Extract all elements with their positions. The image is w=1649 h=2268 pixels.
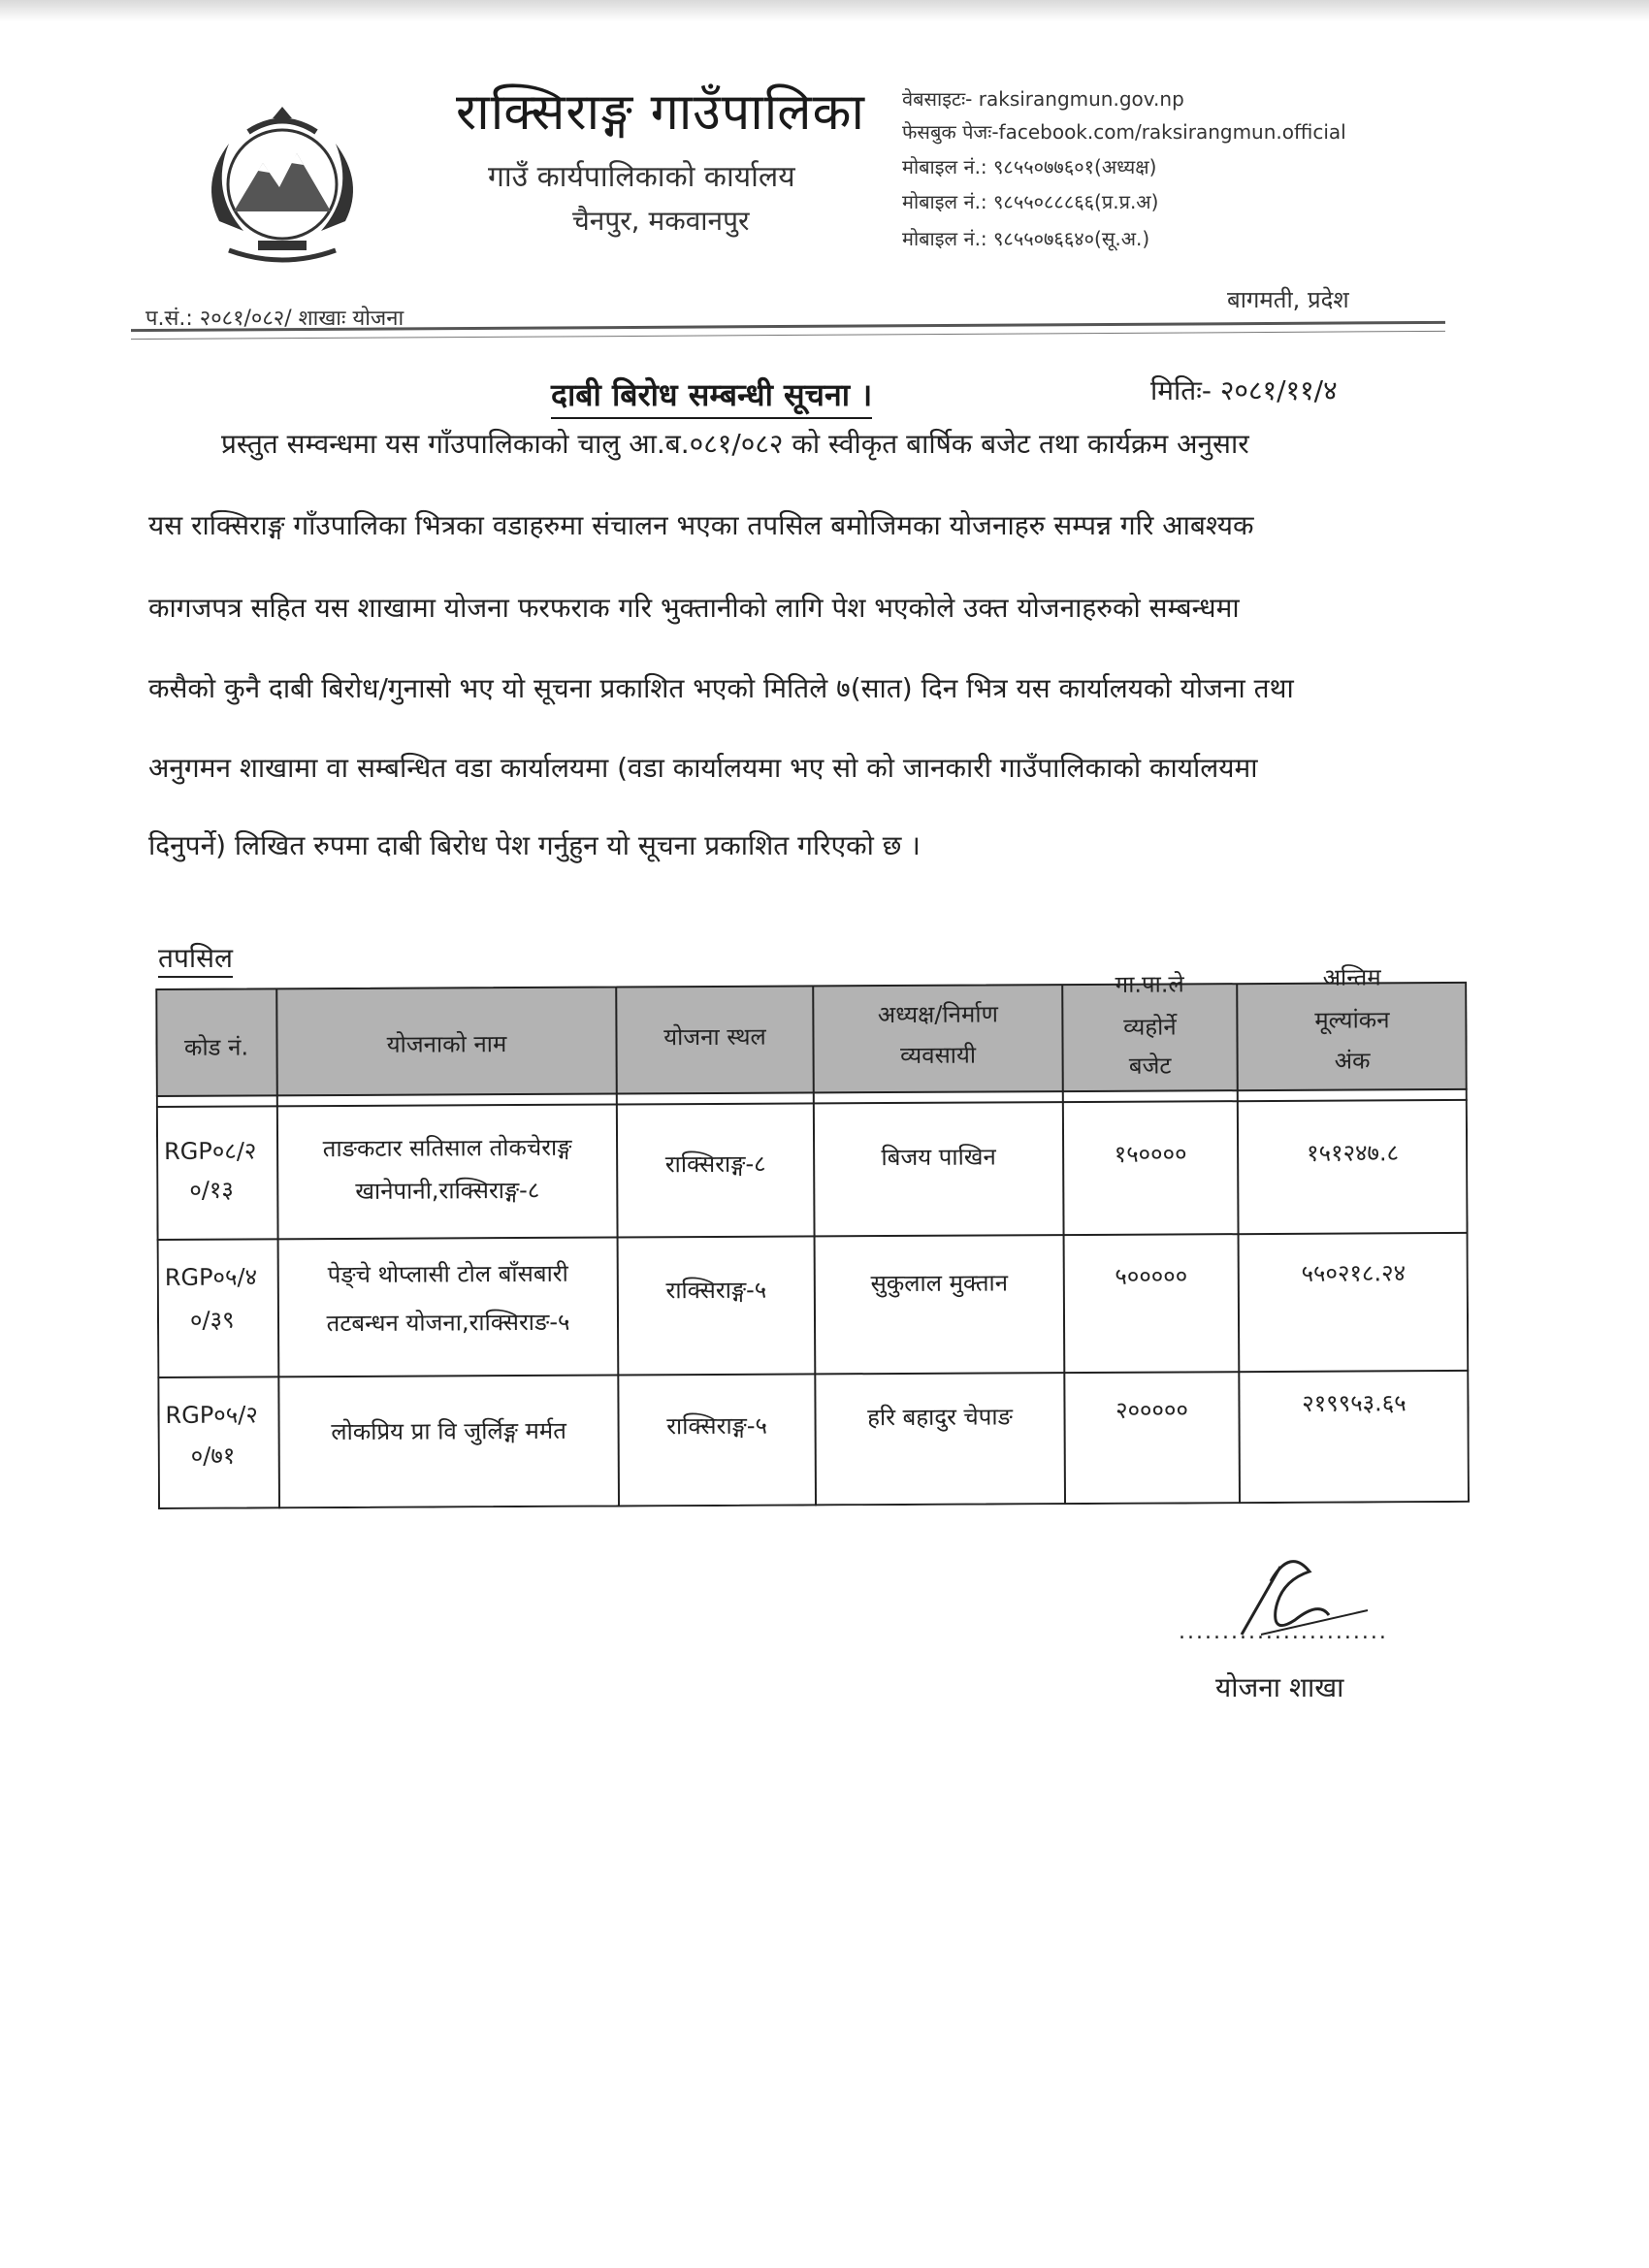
office-address: चैनपुर, मकवानपुर bbox=[572, 205, 750, 237]
signature-line: ........................ bbox=[1179, 1620, 1388, 1644]
row1-name-line1: ताङकटार सतिसाल तोकचेराङ्ग bbox=[322, 1133, 572, 1163]
header-chair-line1: अध्यक्ष/निर्माण bbox=[877, 1000, 998, 1029]
row2-final: ५५०२१८.२४ bbox=[1301, 1259, 1406, 1287]
header-divider-thin bbox=[131, 331, 1445, 340]
schedule-table bbox=[155, 942, 1470, 1509]
mobile-chair: मोबाइल नं.: ९८५५०७७६०१(अध्यक्ष) bbox=[902, 155, 1157, 178]
row3-name: लोकप्रिय प्रा वि जुर्लिङ्ग मर्मत bbox=[331, 1416, 566, 1446]
facebook-text: फेसबुक पेजः-facebook.com/raksirangmun.official bbox=[902, 120, 1346, 144]
paragraph-line: प्रस्तुत सम्वन्धमा यस गाँउपालिकाको चालु आ.ब.०८१/०८२ को स्वीकृत बार्षिक बजेट तथा कार्यक्रम अनुसार bbox=[221, 428, 1249, 460]
row1-name-line2: खानेपानी,राक्सिराङ्ग-८ bbox=[355, 1176, 540, 1205]
row3-final: २१९९५३.६५ bbox=[1302, 1389, 1406, 1417]
org-name: राक्सिराङ्ग गाउँपालिका bbox=[456, 83, 865, 142]
row1-code-line1: RGP०८/२ bbox=[164, 1137, 257, 1165]
row3-chair: हरि बहादुर चेपाङ bbox=[867, 1403, 1013, 1432]
website-text: वेबसाइटः- raksirangmun.gov.np bbox=[902, 87, 1184, 111]
header-budget-line3: बजेट bbox=[1128, 1052, 1172, 1080]
header-final-line3: अंक bbox=[1334, 1047, 1371, 1075]
header-final-line2: मूल्यांकन bbox=[1314, 1006, 1390, 1034]
header-location: योजना स्थल bbox=[663, 1022, 766, 1052]
row3-code-line2: ०/७१ bbox=[190, 1442, 236, 1470]
paragraph-line: कसैको कुनै दाबी बिरोध/गुनासो भए यो सूचना प्रकाशित भएको मितिले ७(सात) दिन भित्र यस कार्यालयको योजना तथा bbox=[148, 672, 1294, 704]
row1-chair: बिजय पाखिन bbox=[881, 1143, 996, 1172]
row2-code-line2: ०/३९ bbox=[189, 1306, 235, 1334]
row1-final: १५१२४७.८ bbox=[1307, 1139, 1400, 1167]
paragraph-line: दिनुपर्ने) लिखित रुपमा दाबी बिरोध पेश गर्नुहुन यो सूचना प्रकाशित गरिएको छ । bbox=[148, 829, 921, 861]
nepal-emblem-icon bbox=[190, 105, 374, 270]
row3-location: राक्सिराङ्ग-५ bbox=[666, 1411, 768, 1441]
row2-name-line2: तटबन्धन योजना,राक्सिराङ-५ bbox=[326, 1308, 570, 1338]
notice-date: मितिः- २०८१/११/४ bbox=[1150, 374, 1338, 406]
mobile-info-officer: मोबाइल नं.: ९८५५०७६६४०(सू.अ.) bbox=[902, 227, 1150, 250]
row2-name-line1: पेङ्चे थोप्लासी टोल बाँसबारी bbox=[327, 1259, 568, 1289]
row2-budget: ५००००० bbox=[1115, 1262, 1188, 1290]
row2-location: राक्सिराङ्ग-५ bbox=[665, 1276, 767, 1305]
header-budget-line2: व्यहोर्ने bbox=[1123, 1013, 1177, 1041]
row1-location: राक्सिराङ्ग-८ bbox=[664, 1150, 766, 1179]
notice-title: दाबी बिरोध सम्बन्धी सूचना । bbox=[551, 373, 872, 419]
row1-code-line2: ०/१३ bbox=[189, 1176, 234, 1204]
paragraph-line: यस राक्सिराङ्ग गाँउपालिका भित्रका वडाहरुमा संचालन भएका तपसिल बमोजिमका योजनाहरु सम्पन्न गरि आबश्यक bbox=[148, 509, 1254, 541]
mobile-cao: मोबाइल नं.: ९८५५०८८८६६(प्र.प्र.अ) bbox=[902, 190, 1159, 213]
header-budget-line1: गा.पा.ले bbox=[1115, 970, 1184, 998]
office-name: गाउँ कार्यपालिकाको कार्यालय bbox=[488, 160, 795, 194]
header-name: योजनाको नाम bbox=[386, 1030, 507, 1058]
paragraph-line: कागजपत्र सहित यस शाखामा योजना फरफराक गरि भुक्तानीको लागि पेश भएकोले उक्त योजनाहरुको सम्बन्धमा bbox=[148, 592, 1240, 624]
row2-code-line1: RGP०५/४ bbox=[164, 1263, 258, 1291]
row3-budget: २००००० bbox=[1115, 1396, 1189, 1424]
scan-edge bbox=[0, 0, 1649, 21]
row3-code-line1: RGP०५/२ bbox=[165, 1401, 258, 1429]
schedule-label: तपसिल bbox=[158, 939, 233, 978]
reference-number: प.सं.: २०८१/०८२/ शाखाः योजना bbox=[146, 307, 404, 331]
row1-budget: १५०००० bbox=[1114, 1140, 1187, 1168]
row2-chair: सुकुलाल मुक्तान bbox=[870, 1269, 1009, 1298]
header-final-line1: अन्तिम bbox=[1322, 963, 1381, 991]
signature-label: योजना शाखा bbox=[1215, 1671, 1344, 1703]
header-code: कोड नं. bbox=[183, 1033, 249, 1061]
header-chair-line2: व्यवसायी bbox=[899, 1041, 977, 1069]
province-label: बागमती, प्रदेश bbox=[1227, 286, 1349, 313]
paragraph-line: अनुगमन शाखामा वा सम्बन्धित वडा कार्यालयमा (वडा कार्यालयमा भए सो को जानकारी गाउँपालिकाको कार्यालयमा bbox=[148, 752, 1258, 784]
